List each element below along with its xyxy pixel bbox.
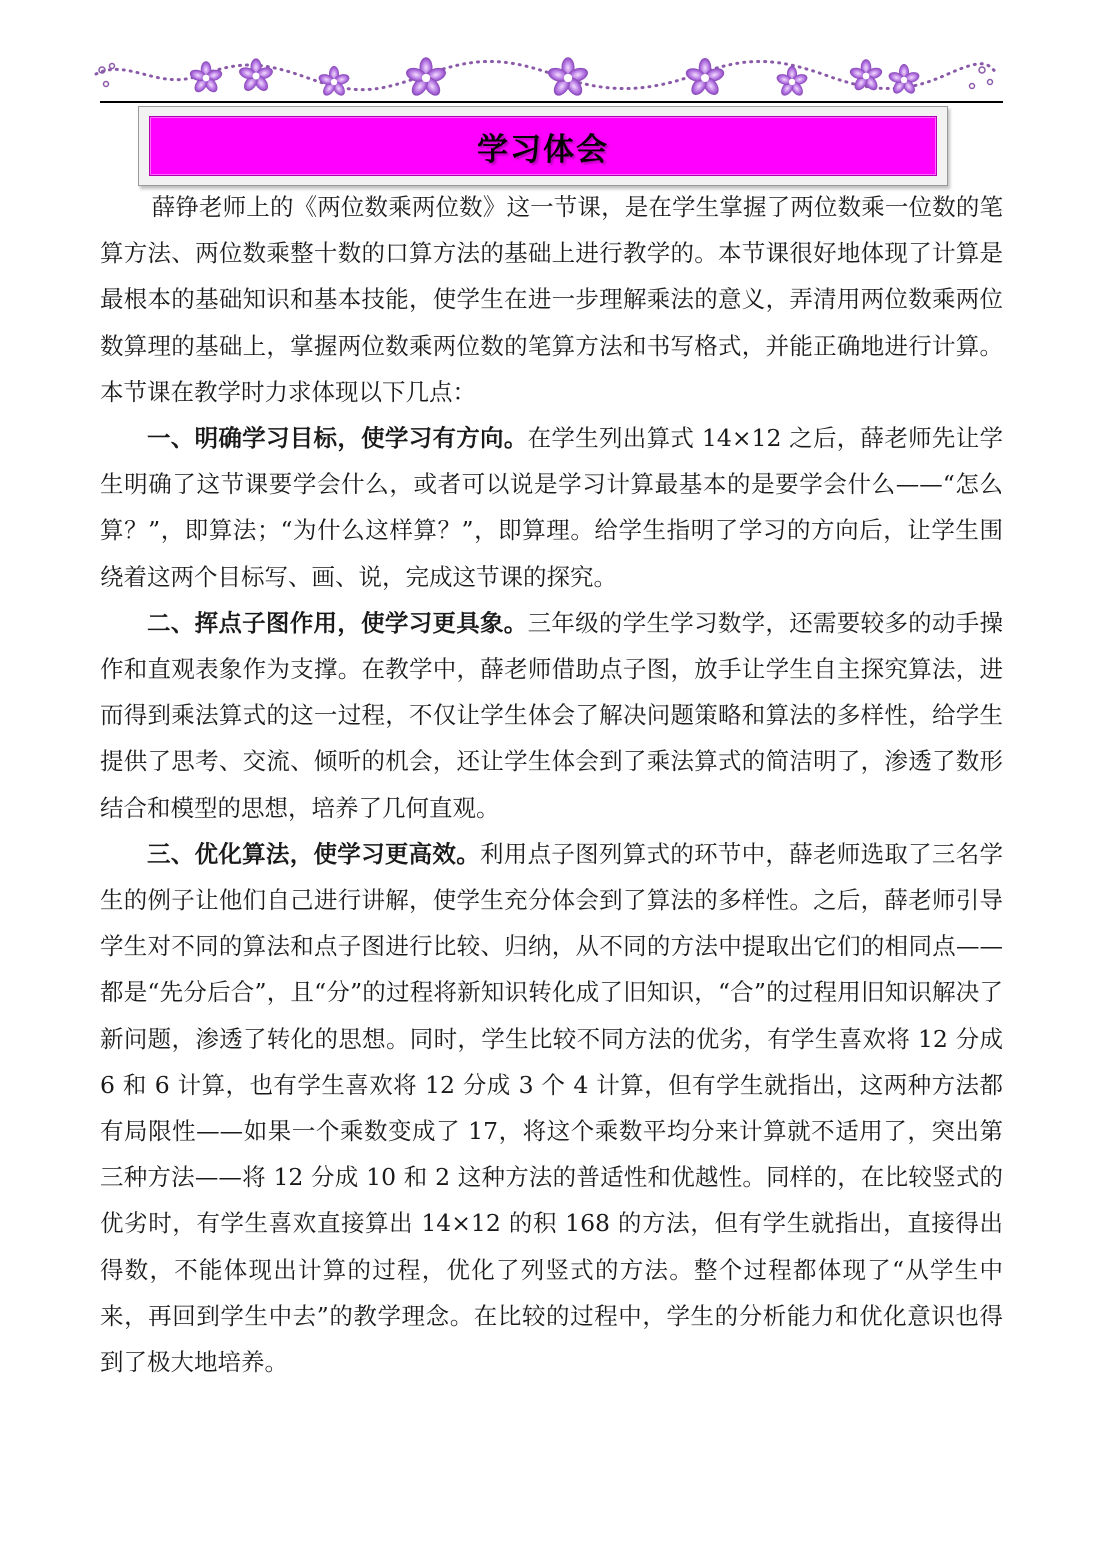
purple-flower-icon <box>238 58 275 93</box>
point-paragraph <box>100 415 1003 600</box>
point-paragraph <box>100 831 1003 1385</box>
title-banner <box>138 106 948 186</box>
article-body <box>100 184 1003 1385</box>
purple-flower-icon <box>546 57 590 98</box>
page-title: 学习体会 <box>477 131 609 168</box>
point-paragraph <box>100 600 1003 831</box>
purple-flower-icon <box>775 66 809 98</box>
point-text: 三年级的学生学习数学，还需要较多的动手操作和直观表象作为支撑。在教学中，薛老师借助点子图，放手让学生自主探究算法，进而得到乘法算式的这一过程，不仅让学生体会了解决问题策略和算法的多样性，给学生提供了思考、交流、倾听的机会，还让学生体会到了乘法算式的简洁明了，渗透了数形结合和模型的思想，培养了几何直观。 <box>100 608 1004 822</box>
purple-flower-icon <box>188 61 223 94</box>
point-heading: 一、明确学习目标，使学习有方向。 <box>147 424 528 453</box>
point-heading: 二、挥点子图作用，使学习更具象。 <box>147 608 528 637</box>
point-heading: 三、优化算法，使学习更高效。 <box>147 839 480 868</box>
header-rule <box>100 101 1003 103</box>
floral-border <box>88 52 1002 102</box>
point-text: 利用点子图列算式的环节中，薛老师选取了三名学生的例子让他们自己进行讲解，使学生充分体会到了算法的多样性。之后，薛老师引导学生对不同的算法和点子图进行比较、归纳，从不同的方法中提取出它们的相同点——都是“先分后合”，且“分”的过程将新知识转化成了旧知识，“合”的过程用旧知识解决了新问题，渗透了转化的思想。同时，学生比较不同方法的优劣，有学生喜欢将 12 分成 6 和 6 计算，也有学生喜欢将 12 分成 3 个 4 计算，但有学生就指出，这两种方法都有局限性——如果一个乘数变成了 17，将这个乘数平均分来计算就不适用了，突出第三种方法——将 12 分成 10 和 2 这种方法的普适性和优越性。同样的，在比较竖式的优劣时，有学生喜欢直接算出 14×12 的积 168 的方法，但有学生就指出，直接得出得数，不能体现出计算的过程，优化了列竖式的方法。整个过程都体现了“从学生中来，再回到学生中去”的教学理念。在比较的过程中，学生的分析能力和优化意识也得到了极大地培养。 <box>100 839 1003 1377</box>
point-text: 在学生列出算式 14×12 之后，薛老师先让学生明确了这节课要学会什么，或者可以说是学习计算最基本的是要学会什么——“怎么算？”，即算法；“为什么这样算？”，即算理。给学生指明了学习的方向后，让学生围绕着这两个目标写、画、说，完成这节课的探究。 <box>100 424 1004 591</box>
purple-flower-icon <box>684 58 726 98</box>
title-banner-inner <box>149 116 937 176</box>
purple-flower-icon <box>887 64 921 96</box>
purple-flower-icon <box>404 57 448 98</box>
purple-flower-icon <box>317 66 351 98</box>
intro-paragraph: 薛铮老师上的《两位数乘两位数》这一节课，是在学生掌握了两位数乘一位数的笔算方法、两位数乘整十数的口算方法的基础上进行教学的。本节课很好地体现了计算是最根本的基础知识和基本技能，使学生在进一步理解乘法的意义，弄清用两位数乘两位数算理的基础上，掌握两位数乘两位数的笔算方法和书写格式，并能正确地进行计算。本节课在教学时力求体现以下几点： <box>100 193 1003 406</box>
